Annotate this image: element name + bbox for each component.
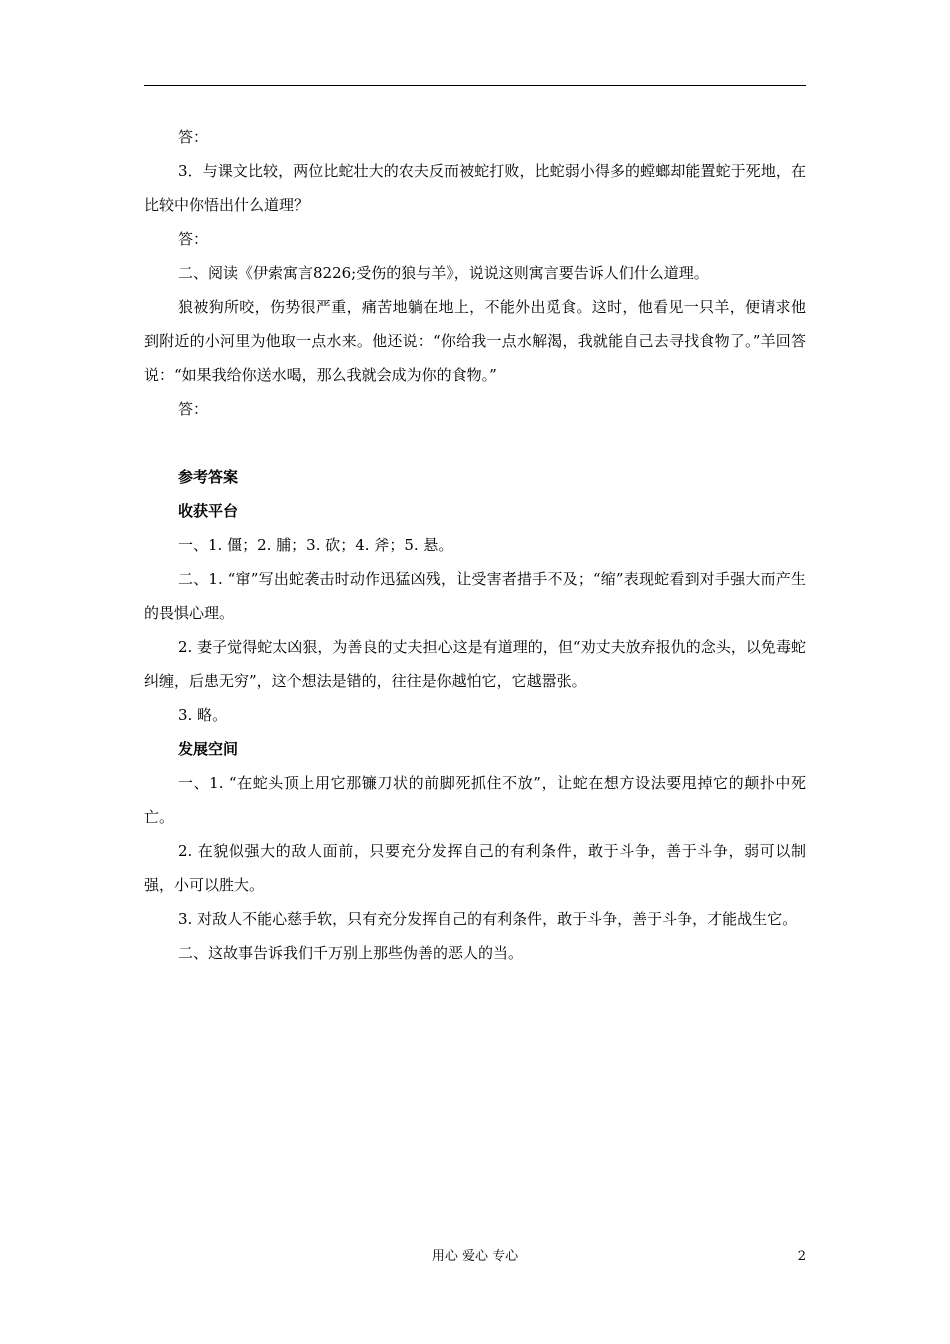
- question-section-2: 二、阅读《伊索寓言8226;受伤的狼与羊》，说说这则寓言要告诉人们什么道理。: [178, 264, 709, 282]
- answer-blank-1: 答：: [178, 128, 209, 146]
- answer-blank-2: 答：: [178, 230, 209, 248]
- section-title-development: 发展空间: [178, 740, 239, 758]
- header-rule: [144, 85, 806, 86]
- answer-item: 二、1. “窜”写出蛇袭击时动作迅猛凶残，让受害者措手不及；“缩”表现蛇看到对手强大而产生的畏惧心理。: [144, 570, 806, 622]
- answer-item: 3. 对敌人不能心慈手软，只有充分发挥自己的有利条件，敢于斗争，善于斗争，才能战生它。: [178, 910, 798, 928]
- answer-item: 3. 略。: [178, 706, 228, 724]
- footer-slogan: 用心 爱心 专心: [431, 1249, 519, 1264]
- section-title-harvest: 收获平台: [178, 502, 239, 520]
- answer-item: 2. 在貌似强大的敌人面前，只要充分发挥自己的有利条件，敢于斗争，善于斗争，弱可以制强，小可以胜大。: [144, 842, 806, 894]
- answer-item: 一、1. 僵；2. 脯；3. 砍；4. 斧；5. 悬。: [178, 536, 454, 554]
- page-number: 2: [797, 1249, 806, 1264]
- answer-item: 一、1. “在蛇头顶上用它那镰刀状的前脚死抓住不放”，让蛇在想方设法要甩掉它的颠扑中死亡。: [144, 774, 806, 826]
- section-gap: [144, 426, 806, 460]
- question-3: 3．与课文比较，两位比蛇壮大的农夫反而被蛇打败，比蛇弱小得多的螳螂却能置蛇于死地，在比较中你悟出什么道理？: [144, 162, 806, 214]
- page-content: [144, 120, 806, 970]
- answer-item: 二、这故事告诉我们千万别上那些伪善的恶人的当。: [178, 944, 524, 962]
- fable-text: 狼被狗所咬，伤势很严重，痛苦地躺在地上，不能外出觅食。这时，他看见一只羊，便请求他到附近的小河里为他取一点水来。他还说：“你给我一点水解渴，我就能自己去寻找食物了。”羊回答说：“如果我给你送水喝，那么我就会成为你的食物。”: [144, 298, 806, 384]
- answer-blank-3: 答：: [178, 400, 209, 418]
- answer-item: 2. 妻子觉得蛇太凶狠，为善良的丈夫担心这是有道理的，但“劝丈夫放弃报仇的念头，以免毒蛇纠缠，后患无穷”，这个想法是错的，往往是你越怕它，它越嚣张。: [144, 638, 806, 690]
- answers-title: 参考答案: [178, 468, 239, 486]
